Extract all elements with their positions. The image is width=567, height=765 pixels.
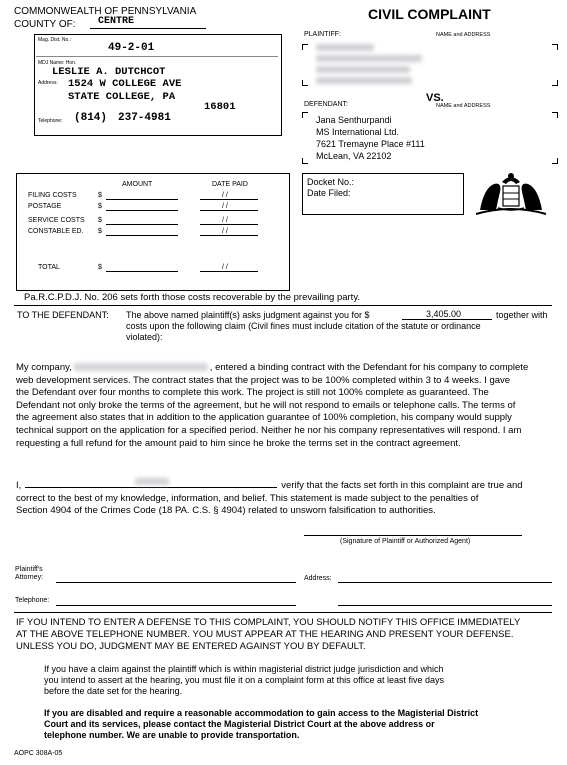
date-paid-header: DATE PAID — [212, 181, 248, 188]
mag-dist-value: 49-2-01 — [108, 42, 155, 54]
to-defendant-label: TO THE DEFENDANT: — [17, 310, 109, 320]
claim-notice-line-2: you intend to assert at the hearing, you must file it on a complaint form at this office at least five days — [44, 675, 445, 685]
postage-amount-line — [106, 210, 178, 211]
defendant-corner-tl — [302, 112, 308, 118]
plaintiff-name-address-label: NAME and ADDRESS — [436, 32, 491, 38]
verification-line-3: Section 4904 of the Crimes Code (18 PA. C.S. § 4904) related to unsworn falsification to authorities. — [16, 505, 436, 517]
constable-ed-currency: $ — [98, 228, 102, 235]
attorney-telephone-label: Telephone: — [15, 597, 50, 604]
commonwealth-heading: COMMONWEALTH OF PENNSYLVANIA — [14, 6, 197, 17]
claim-redacted-company — [74, 363, 208, 371]
claim-paragraph — [16, 362, 556, 450]
plaintiff-redacted-name — [316, 44, 374, 51]
postage-date: / / — [222, 203, 228, 210]
judgment-amount: 3,405.00 — [426, 309, 462, 319]
constable-ed-date-line — [200, 235, 258, 236]
county-label: COUNTY OF: — [14, 19, 76, 30]
defense-line-3: UNLESS YOU DO, JUDGMENT MAY BE ENTERED AGAINST YOU BY DEFAULT. — [16, 640, 366, 652]
service-costs-label: SERVICE COSTS — [28, 217, 85, 224]
verifier-name-line — [25, 478, 277, 488]
judgment-line-2: costs upon the following claim (Civil fines must include citation of the statute or ordinance — [126, 321, 481, 331]
service-costs-currency: $ — [98, 217, 102, 224]
mag-dist-label: Mag. Dist. No.: — [38, 37, 72, 43]
versus-label: VS. — [426, 92, 444, 104]
claim-line-5: the agreement also states that in addition to the application guarantee of 100% completion, his company would supply — [16, 412, 512, 424]
claim-line-7: requesting a full refund for the amount paid to him since he broke the terms set in the contract agreement. — [16, 437, 461, 449]
postage-currency: $ — [98, 203, 102, 210]
judgment-text-after: together with — [496, 310, 548, 320]
plaintiff-redacted-street — [316, 66, 410, 73]
disability-notice — [44, 708, 556, 741]
disability-line-1: If you are disabled and require a reasonable accommodation to gain access to the Magisterial District — [44, 708, 479, 718]
section-divider-1 — [14, 305, 552, 306]
attorney-address-line-1[interactable] — [338, 582, 552, 583]
defendant-line-2: MS International Ltd. — [316, 127, 400, 137]
signature-caption: (Signature of Plaintiff or Authorized Agent) — [340, 538, 471, 545]
claim-lead: My company, — [16, 362, 72, 373]
form-code: AOPC 308A-05 — [14, 750, 63, 757]
attorney-address-label: Address: — [304, 575, 332, 582]
verification-line-1: verify that the facts set forth in this complaint are true and — [281, 480, 523, 491]
county-value: CENTRE — [98, 16, 135, 27]
claim-line-6: technical support on the application for a specified period. Neither he nor his company representatives will respond. I am — [16, 424, 522, 436]
court-phone: 237-4981 — [118, 112, 171, 124]
verification-line-2: correct to the best of my knowledge, information, and belief. This statement is made subject to the penalties of — [16, 492, 479, 504]
attorney-telephone-line[interactable] — [56, 605, 296, 606]
claim-line-2: web development services. The contract states that the project was to be 100% completed within 3 to 4 weeks. I gave — [16, 374, 511, 386]
county-underline — [90, 28, 206, 29]
section-divider-2 — [14, 612, 552, 613]
page-title: CIVIL COMPLAINT — [368, 6, 491, 22]
mdj-name: LESLIE A. DUTCHCOT — [52, 66, 166, 78]
attorney-address-line-2[interactable] — [338, 605, 552, 606]
filing-costs-label: FILING COSTS — [28, 192, 77, 199]
plaintiff-corner-br — [552, 80, 558, 86]
telephone-label: Telephone: — [38, 118, 63, 124]
defendant-corner-bl — [302, 158, 308, 164]
total-date-line — [200, 271, 258, 272]
plaintiff-corner-bl — [302, 80, 308, 86]
amount-header: AMOUNT — [122, 181, 153, 188]
total-date: / / — [222, 264, 228, 271]
docket-no-label: Docket No.: — [307, 177, 355, 187]
verifier-redacted-name — [135, 478, 169, 485]
judgment-line-3: violated): — [126, 332, 163, 342]
claim-line-3: the Defendant over four months to complete this work. The project is still not 100% complete as guaranteed. The — [16, 387, 489, 399]
court-zip: 16801 — [204, 101, 236, 113]
plaintiff-label: PLAINTIFF: — [304, 31, 341, 38]
signature-line[interactable] — [304, 535, 522, 536]
postage-label: POSTAGE — [28, 203, 62, 210]
attorney-name-line[interactable] — [56, 582, 296, 583]
counterclaim-notice — [44, 664, 554, 697]
mdj-label: MDJ Name: Hon. — [38, 60, 77, 66]
judgment-text-before: The above named plaintiff(s) asks judgment against you for $ — [126, 310, 370, 320]
service-costs-amount-line — [106, 224, 178, 225]
total-amount-line — [106, 271, 178, 272]
constable-ed-amount-line — [106, 235, 178, 236]
court-address-line2: STATE COLLEGE, PA — [68, 91, 176, 103]
costs-rule-note: Pa.R.C.P.D.J. No. 206 sets forth those costs recoverable by the prevailing party. — [24, 292, 361, 303]
claim-line-4: Defendant not only broke the terms of the agreement, but he will not respond to emails or telephone calls. The terms of — [16, 399, 516, 411]
total-currency: $ — [98, 264, 102, 271]
attorney-label-1: Plaintiff's — [15, 566, 43, 573]
attorney-label-2: Attorney: — [15, 574, 44, 581]
defendant-line-1: Jana Senthurpandi — [316, 115, 392, 125]
plaintiff-corner-tr — [552, 44, 558, 50]
filing-costs-currency: $ — [98, 192, 102, 199]
defendant-corner-br — [552, 158, 558, 164]
claim-line-1: , entered a binding contract with the Defendant for his company to complete — [209, 362, 529, 373]
plaintiff-redacted-company — [316, 55, 422, 62]
total-label: TOTAL — [38, 264, 60, 271]
plaintiff-redacted-city — [316, 77, 412, 84]
filing-costs-date-line — [200, 199, 258, 200]
constable-ed-date: / / — [222, 228, 228, 235]
verification-lead: I, — [16, 480, 22, 491]
filing-costs-amount-line — [106, 199, 178, 200]
claim-notice-line-3: before the date set for the hearing. — [44, 686, 183, 696]
constable-ed-label: CONSTABLE ED. — [28, 228, 84, 235]
judgment-amount-line — [402, 319, 492, 320]
claim-notice-line-1: If you have a claim against the plaintiff which is within magisterial district judge jurisdiction and which — [44, 664, 444, 674]
defendant-name-address-label: NAME and ADDRESS — [436, 103, 491, 109]
disability-line-3: telephone number. We are unable to provide transportation. — [44, 730, 300, 740]
defendant-label: DEFENDANT: — [304, 101, 348, 108]
court-address-line1: 1524 W COLLEGE AVE — [68, 78, 182, 90]
verification-paragraph — [16, 478, 556, 518]
court-area-code: (814) — [74, 112, 108, 124]
filing-costs-date: / / — [222, 192, 228, 199]
disability-line-2: Court and its services, please contact the Magisterial District Court at the above address or — [44, 719, 435, 729]
defense-line-1: IF YOU INTEND TO ENTER A DEFENSE TO THIS COMPLAINT, YOU SHOULD NOTIFY THIS OFFICE IMMEDIATELY — [16, 617, 521, 628]
postage-date-line — [200, 210, 258, 211]
service-costs-date: / / — [222, 217, 228, 224]
plaintiff-corner-tl — [302, 44, 308, 50]
defendant-line-4: McLean, VA 22102 — [316, 151, 392, 161]
service-costs-date-line — [200, 224, 258, 225]
court-divider — [36, 56, 278, 57]
date-filed-label: Date Filed: — [307, 188, 351, 198]
defendant-corner-tr — [552, 112, 558, 118]
defense-line-2: AT THE ABOVE TELEPHONE NUMBER. YOU MUST APPEAR AT THE HEARING AND PRESENT YOUR DEFENSE. — [16, 628, 514, 640]
pennsylvania-seal-icon — [472, 170, 550, 216]
address-label: Address: — [38, 80, 58, 86]
defense-warning — [16, 617, 561, 652]
defendant-line-3: 7621 Tremayne Place #111 — [316, 139, 425, 149]
